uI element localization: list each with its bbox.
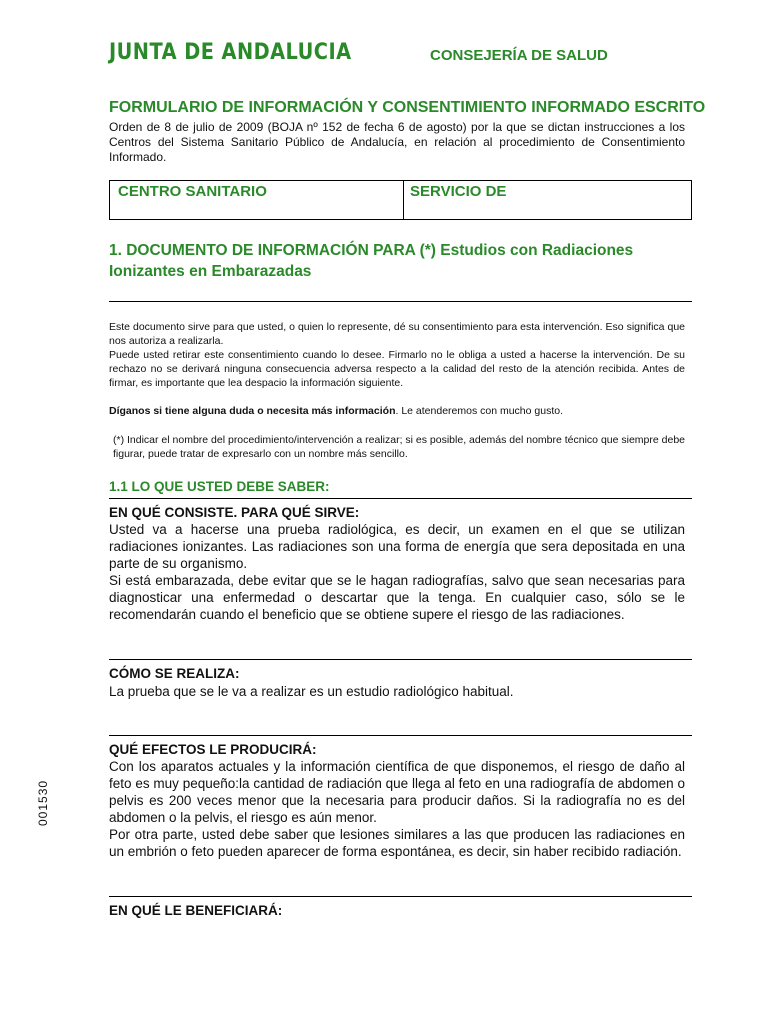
intro-paragraph-1: Este documento sirve para que usted, o quien lo represente, dé su consentimiento para esta intervención. Eso significa que nos autoriza a realizarla. xyxy=(109,321,685,347)
que-consiste-paragraph-1: Usted va a hacerse una prueba radiológica, es decir, un examen en el que se utilizan radiaciones ionizantes. Las radiaciones son una forma de energía que sera depositada en una parte de su organismo. xyxy=(109,522,685,571)
heading-como-realiza: CÓMO SE REALIZA: xyxy=(109,666,240,681)
document-title: 1. DOCUMENTO DE INFORMACIÓN PARA (*) Estudios con Radiaciones Ionizantes en Embarazadas xyxy=(109,242,634,280)
heading-efectos: QUÉ EFECTOS LE PRODUCIRÁ: xyxy=(109,742,317,757)
servicio-label: SERVICIO DE xyxy=(410,183,507,200)
divider xyxy=(109,896,692,897)
heading-beneficio: EN QUÉ LE BENEFICIARÁ: xyxy=(109,903,283,918)
section-title: 1.1 LO QUE USTED DEBE SABER: xyxy=(109,479,330,494)
divider xyxy=(109,659,692,660)
department-name: CONSEJERÍA DE SALUD xyxy=(430,47,608,64)
centro-servicio-table xyxy=(109,180,692,220)
que-consiste-paragraph-2: Si está embarazada, debe evitar que se le hagan radiografías, salvo que sean necesarias para diagnosticar una enfermedad o descartar que la tenga. En cualquier caso, sólo se le recomendarán cuando el beneficio que se obtiene supere el riesgo de las radiaciones. xyxy=(109,573,685,622)
servicio-field[interactable] xyxy=(404,181,691,219)
logo-junta-andalucia: JUNTA DE ANDALUCIA xyxy=(109,40,352,65)
form-title: FORMULARIO DE INFORMACIÓN Y CONSENTIMIENTO INFORMADO ESCRITO xyxy=(109,99,706,116)
centro-sanitario-label: CENTRO SANITARIO xyxy=(118,183,267,200)
efectos-paragraph-1: Con los aparatos actuales y la información científica de que disponemos, el riesgo de daño al feto es muy pequeño:la cantidad de radiación que llega al feto en una radiografía de abdomen o pelvis es 200 veces menor que la necesaria para producir daños. Si la radiografía no es del abdomen o la pelvis, el riesgo es aún menor. xyxy=(109,759,685,825)
divider xyxy=(109,735,692,736)
order-reference: Orden de 8 de julio de 2009 (BOJA nº 152 de fecha 6 de agosto) por la que se dictan instrucciones a los Centros del Sistema Sanitario Público de Andalucía, en relación al procedimiento de Consentimiento Informado. xyxy=(109,120,685,164)
como-realiza-paragraph: La prueba que se le va a realizar es un estudio radiológico habitual. xyxy=(109,684,514,699)
heading-que-consiste: EN QUÉ CONSISTE. PARA QUÉ SIRVE: xyxy=(109,505,360,520)
divider xyxy=(109,301,692,302)
centro-sanitario-field[interactable] xyxy=(110,181,404,219)
intro-paragraph-2: Puede usted retirar este consentimiento cuando lo desee. Firmarlo no le obliga a usted a hacerse la intervención. De su rechazo no se derivará ninguna consecuencia adversa respecto a la calidad del resto de la atención recibida. Antes de firmar, es importante que lea despacio la información siguiente. xyxy=(109,349,685,389)
efectos-paragraph-2: Por otra parte, usted debe saber que lesiones similares a las que producen las radiaciones en un embrión o feto pueden aparecer de forma espontánea, es decir, sin haber recibido radiación. xyxy=(109,827,685,859)
doubts-rest: . Le atenderemos con mucho gusto. xyxy=(395,405,564,417)
doubts-line xyxy=(109,404,685,418)
procedure-note: (*) Indicar el nombre del procedimiento/intervención a realizar; si es posible, además del nombre técnico que siempre debe figurar, puede tratar de expresarlo con un nombre más sencillo. xyxy=(113,434,685,460)
doubts-bold: Díganos si tiene alguna duda o necesita más información xyxy=(109,405,396,417)
margin-code: 001530 xyxy=(36,779,50,826)
divider xyxy=(109,498,692,499)
